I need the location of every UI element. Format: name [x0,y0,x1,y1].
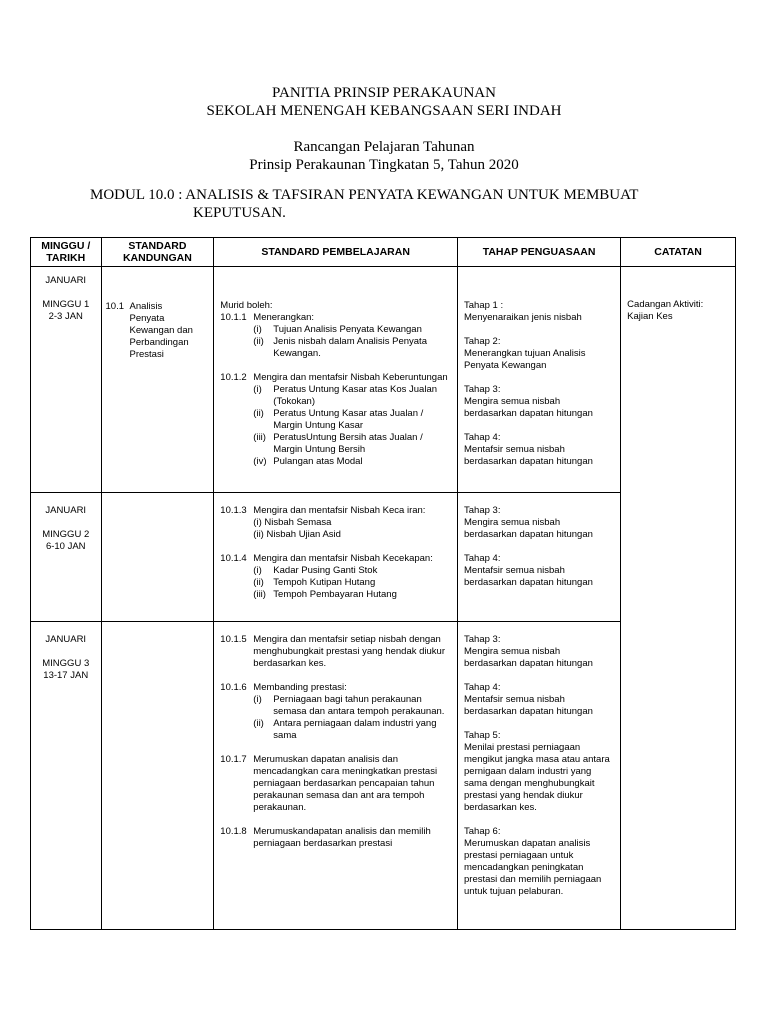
date-range: 2-3 JAN [48,311,83,322]
tahap-label: Tahap 1 : [464,300,504,311]
roman-numeral: (iii) [253,589,266,600]
lo-item: Peratus Untung Kasar atas Kos Jualan (Tokokan) [273,384,438,407]
lo-title: Merumuskandapatan analisis dan memilih perniagaan berdasarkan prestasi [253,826,431,849]
lo-item: Tempoh Pembayaran Hutang [273,589,397,600]
roman-numeral: (iv) [253,456,267,467]
lo-item: PeratusUntung Bersih atas Jualan / Margin Untung Bersih [273,432,423,455]
tahap-text: Mengira semua nisbah berdasarkan dapatan hitungan [464,396,593,419]
tahap-text: Mengira semua nisbah berdasarkan dapatan hitungan [464,646,593,669]
lo-number: 10.1.2 [220,372,247,383]
tahap-text: Mentafsir semua nisbah berdasarkan dapatan hitungan [464,444,593,467]
roman-numeral: (iii) [253,432,266,443]
month-label: JANUARI [45,634,87,645]
roman-numeral: (ii) [253,718,264,729]
roman-numeral: (ii) [253,577,264,588]
tahap-text: Mengira semua nisbah berdasarkan dapatan hitungan [464,517,593,540]
lo-item: Tempoh Kutipan Hutang [273,577,376,588]
tahap-label: Tahap 4: [464,432,501,443]
week-label: MINGGU 1 [42,299,90,310]
tahap-text: Menilai prestasi perniagaan mengikut jangka masa atau antara pernigaan dalam industri yang sama dengan menghubungkait prestasi yang hendak diukur berdasarkan kes. [464,742,610,813]
lo-number: 10.1.5 [220,634,247,645]
lo-number: 10.1.4 [220,553,247,564]
lo-item: (i) Nisbah Semasa [253,517,332,528]
lo-title: Mengira dan mentafsir setiap nisbah dengan menghubungkait prestasi yang hendak diukur berdasarkan kes. [253,634,446,669]
lo-title: Menerangkan: [253,312,315,323]
module-title-line1: MODUL 10.0 : ANALISIS & TAFSIRAN PENYATA KEWANGAN UNTUK MEMBUAT [90,187,639,203]
learning-cell [214,622,458,930]
standard-content [102,267,214,361]
header-standard-pembelajaran: STANDARD PEMBELAJARAN [214,238,458,267]
standard-cell [101,267,214,493]
standard-text: Analisis Penyata Kewangan dan Perbandingan Prestasi [129,301,193,360]
lo-title: Merumuskan dapatan analisis dan mencadangkan cara meningkatkan prestasi perniagaan berdasarkan pencapaian tahun perakaunan semasa dan ant ara tempoh perakaunan. [253,754,438,813]
tahap-cell [458,622,621,930]
month-label: JANUARI [45,505,87,516]
header-catatan: CATATAN [621,238,736,267]
week-label: MINGGU 2 [42,529,90,540]
learning-cell [214,267,458,493]
month-label: JANUARI [45,275,87,286]
week-cell [31,622,102,930]
tahap-label: Tahap 3: [464,505,501,516]
tahap-label: Tahap 3: [464,634,501,645]
catatan-cell [621,267,736,930]
tahap-text: Merumuskan dapatan analisis prestasi perniagaan untuk mencadangkan peningkatan prestasi dan memilih perniagaan untuk tujuan pelaburan. [464,838,602,897]
lo-title: Mengira dan mentafsir Nisbah Keca iran: [253,505,426,516]
tahap-label: Tahap 4: [464,553,501,564]
tahap-text: Menerangkan tujuan Analisis Penyata Kewangan [464,348,586,371]
lesson-plan-table [30,237,736,930]
lo-number: 10.1.8 [220,826,247,837]
tahap-cell [458,493,621,622]
module-title [90,186,690,222]
table-header-row [31,238,736,267]
lo-item: Jenis nisbah dalam Analisis Penyata Kewangan. [273,336,427,359]
lo-number: 10.1.1 [220,312,247,323]
header-tahap-penguasaan: TAHAP PENGUASAAN [458,238,621,267]
lo-item: Pulangan atas Modal [273,456,363,467]
learning-cell [214,493,458,622]
lo-item: Kadar Pusing Ganti Stok [273,565,378,576]
tahap-text: Mentafsir semua nisbah berdasarkan dapatan hitungan [464,565,593,588]
week-cell [31,267,102,493]
panel-title: PANITIA PRINSIP PERAKAUNAN [272,85,496,101]
lo-item: Tujuan Analisis Penyata Kewangan [273,324,422,335]
date-range: 6-10 JAN [45,541,86,552]
tahap-cell [458,267,621,493]
header-sk-line2: KANDUNGAN [122,252,192,264]
plan-subtitle: Prinsip Perakaunan Tingkatan 5, Tahun 2020 [249,157,519,173]
standard-cell [101,493,214,622]
header-standard-kandungan [101,238,214,267]
tahap-label: Tahap 4: [464,682,501,693]
tahap-text: Menyenaraikan jenis nisbah [464,312,582,323]
tahap-label: Tahap 6: [464,826,501,837]
lo-title: Mengira dan mentafsir Nisbah Keberuntungan [253,372,448,383]
header-sk-line1: STANDARD [128,240,187,252]
school-name: SEKOLAH MENENGAH KEBANGSAAN SERI INDAH [206,103,562,119]
roman-numeral: (ii) [253,408,264,419]
plan-title: Rancangan Pelajaran Tahunan [293,139,475,155]
lo-item: Antara perniagaan dalam industri yang sama [273,718,437,741]
week-cell [31,493,102,622]
table-row [31,267,736,493]
roman-numeral: (i) [253,565,262,576]
date-range: 13-17 JAN [43,670,89,681]
murid-label: Murid boleh: [220,300,273,311]
lo-number: 10.1.6 [220,682,247,693]
lo-title: Mengira dan mentafsir Nisbah Kecekapan: [253,553,433,564]
header-minggu-line1: MINGGU / [41,240,91,252]
roman-numeral: (i) [253,324,262,335]
lo-item: Perniagaan bagi tahun perakaunan semasa dan antara tempoh perakaunan. [273,694,445,717]
tahap-label: Tahap 2: [464,336,501,347]
tahap-text: Mentafsir semua nisbah berdasarkan dapatan hitungan [464,694,593,717]
lo-item: Peratus Untung Kasar atas Jualan / Margin Untung Kasar [273,408,424,431]
standard-number: 10.1 [105,301,124,312]
week-label: MINGGU 3 [42,658,90,669]
header-minggu [31,238,102,267]
lo-item: (ii) Nisbah Ujian Asid [253,529,341,540]
roman-numeral: (i) [253,694,262,705]
header-minggu-line2: TARIKH [46,252,86,264]
roman-numeral: (ii) [253,336,264,347]
lo-title: Membanding prestasi: [253,682,347,693]
lo-number: 10.1.3 [220,505,247,516]
tahap-label: Tahap 3: [464,384,501,395]
standard-cell [101,622,214,930]
roman-numeral: (i) [253,384,262,395]
catatan-text: Cadangan Aktiviti: Kajian Kes [627,299,704,322]
module-title-line2: KEPUTUSAN. [193,205,286,221]
tahap-label: Tahap 5: [464,730,501,741]
lo-number: 10.1.7 [220,754,247,765]
